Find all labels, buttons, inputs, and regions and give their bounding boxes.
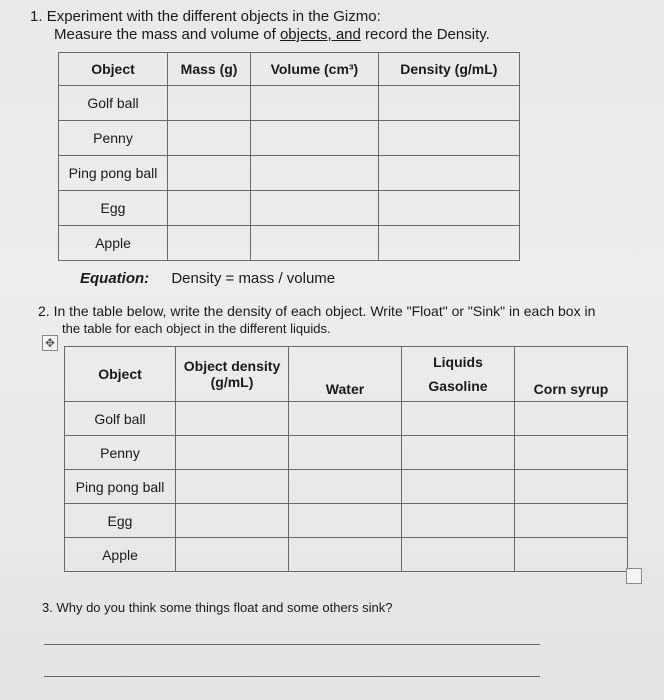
volume-cell[interactable] <box>251 156 379 191</box>
mass-cell[interactable] <box>168 121 251 156</box>
measurement-table <box>58 52 520 261</box>
mass-cell[interactable] <box>168 191 251 226</box>
answer-line[interactable] <box>44 676 540 677</box>
header-gasoline: Gasoline <box>428 378 488 394</box>
water-cell[interactable] <box>289 402 402 436</box>
header-object: Object <box>59 53 168 86</box>
water-cell[interactable] <box>289 470 402 504</box>
header-water: Water <box>289 347 402 402</box>
density-cell[interactable] <box>176 504 289 538</box>
gasoline-cell[interactable] <box>402 504 515 538</box>
header-mass: Mass (g) <box>168 53 251 86</box>
question-2-line-1 <box>38 303 595 319</box>
header-object-density-line-2: (g/mL) <box>210 374 254 390</box>
object-label: Apple <box>65 538 176 572</box>
header-object-density <box>176 347 289 402</box>
density-cell[interactable] <box>378 156 519 191</box>
corn-syrup-cell[interactable] <box>515 402 628 436</box>
table-row <box>65 538 628 572</box>
answer-line[interactable] <box>44 644 540 645</box>
move-handle-icon[interactable]: ✥ <box>42 335 58 351</box>
table-row <box>65 504 628 538</box>
corn-syrup-cell[interactable] <box>515 470 628 504</box>
header-volume: Volume (cm³) <box>251 53 379 86</box>
question-1-line-1 <box>30 8 381 25</box>
volume-cell[interactable] <box>251 191 379 226</box>
question-1-line-2 <box>54 26 490 43</box>
volume-cell[interactable] <box>251 121 379 156</box>
density-cell[interactable] <box>378 226 519 261</box>
question-1-line-2-start: Measure the mass and volume of <box>54 26 276 43</box>
mass-cell[interactable] <box>168 226 251 261</box>
question-2-text: In the table below, write the density of each object. Write "Float" or "Sink" in each box in <box>53 303 596 319</box>
equation-formula: Density = mass / volume <box>171 270 336 287</box>
object-label: Penny <box>59 121 168 156</box>
question-1-text: Experiment with the different objects in the Gizmo: <box>46 8 381 25</box>
objects-link[interactable]: objects, and <box>279 26 361 43</box>
object-label: Egg <box>59 191 168 226</box>
header-object-density-line-1: Object density <box>183 358 281 374</box>
question-3 <box>42 600 392 615</box>
water-cell[interactable] <box>289 504 402 538</box>
table-row <box>59 226 520 261</box>
density-cell[interactable] <box>378 86 519 121</box>
object-label: Egg <box>65 504 176 538</box>
object-label: Penny <box>65 436 176 470</box>
corn-syrup-cell[interactable] <box>515 538 628 572</box>
table-row <box>59 191 520 226</box>
table-row <box>59 86 520 121</box>
question-1-number: 1. <box>30 8 43 25</box>
question-2-number: 2. <box>38 303 50 319</box>
table-row <box>59 121 520 156</box>
header-liquids-gasoline <box>402 347 515 402</box>
table-row <box>65 402 628 436</box>
checkbox-icon[interactable] <box>626 568 642 584</box>
question-1-line-2-end: record the Density. <box>365 26 490 43</box>
table-row <box>59 156 520 191</box>
volume-cell[interactable] <box>251 86 379 121</box>
density-cell[interactable] <box>176 538 289 572</box>
gasoline-cell[interactable] <box>402 470 515 504</box>
table-row <box>65 470 628 504</box>
table-row <box>65 436 628 470</box>
header-liquids: Liquids <box>433 354 483 370</box>
question-3-text: Why do you think some things float and some others sink? <box>56 600 393 615</box>
water-cell[interactable] <box>289 436 402 470</box>
mass-cell[interactable] <box>168 86 251 121</box>
gasoline-cell[interactable] <box>402 436 515 470</box>
density-cell[interactable] <box>176 436 289 470</box>
header-corn-syrup: Corn syrup <box>515 347 628 402</box>
equation-label: Equation: <box>80 270 150 287</box>
object-label: Ping pong ball <box>65 470 176 504</box>
object-label: Golf ball <box>65 402 176 436</box>
float-sink-table-header-row <box>65 347 628 402</box>
density-cell[interactable] <box>378 121 519 156</box>
header-object: Object <box>65 347 176 402</box>
question-3-number: 3. <box>42 600 53 615</box>
corn-syrup-cell[interactable] <box>515 504 628 538</box>
question-2-line-2: the table for each object in the different liquids. <box>62 321 331 336</box>
corn-syrup-cell[interactable] <box>515 436 628 470</box>
object-label: Apple <box>59 226 168 261</box>
density-cell[interactable] <box>176 470 289 504</box>
gasoline-cell[interactable] <box>402 538 515 572</box>
measurement-table-header-row <box>59 53 520 86</box>
object-label: Ping pong ball <box>59 156 168 191</box>
equation <box>80 270 335 287</box>
density-cell[interactable] <box>176 402 289 436</box>
volume-cell[interactable] <box>251 226 379 261</box>
gasoline-cell[interactable] <box>402 402 515 436</box>
water-cell[interactable] <box>289 538 402 572</box>
density-cell[interactable] <box>378 191 519 226</box>
mass-cell[interactable] <box>168 156 251 191</box>
float-sink-table <box>64 346 628 572</box>
object-label: Golf ball <box>59 86 168 121</box>
header-density: Density (g/mL) <box>378 53 519 86</box>
